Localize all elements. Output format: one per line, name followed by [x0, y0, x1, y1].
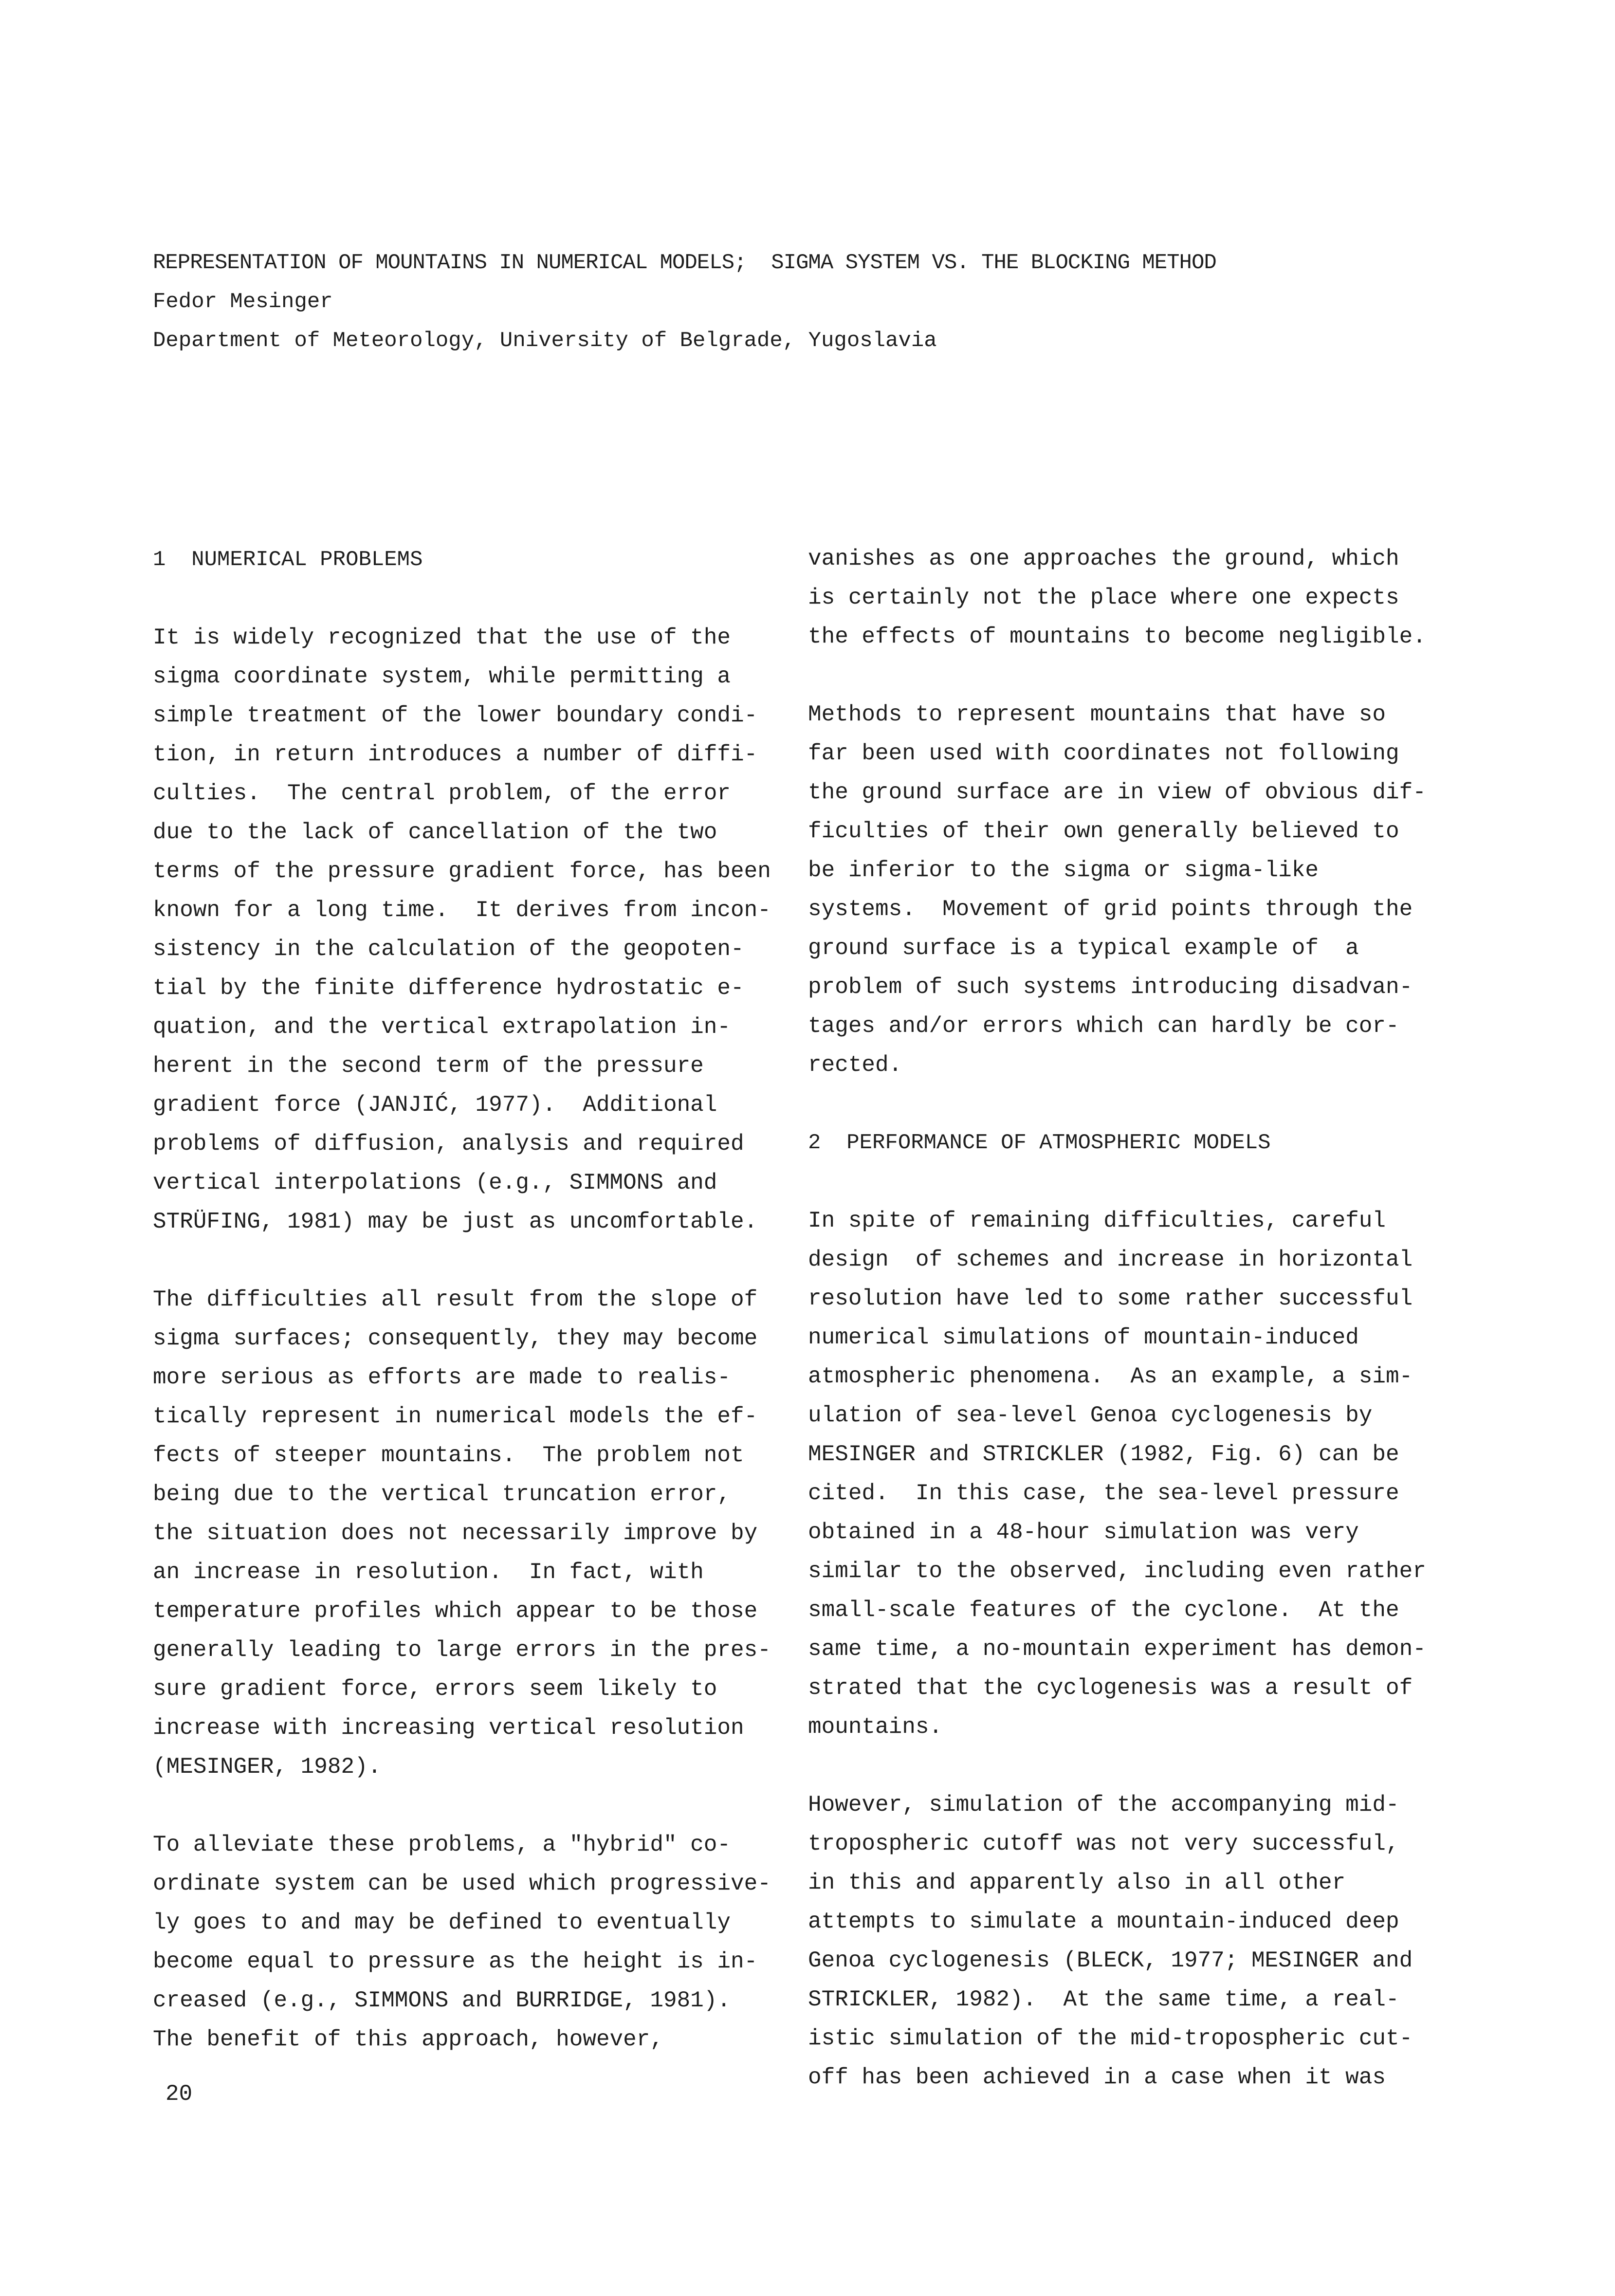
text-line: similar to the observed, including even rather — [808, 1559, 1426, 1584]
text-line: sistency in the calculation of the geopoten- — [153, 937, 744, 962]
text-line: attempts to simulate a mountain-induced deep — [808, 1909, 1399, 1934]
text-line: The difficulties all result from the slope of — [153, 1287, 758, 1312]
text-line: rected. — [808, 1052, 902, 1078]
page-number: 20 — [165, 2081, 193, 2107]
text-line: In spite of remaining difficulties, careful — [808, 1208, 1386, 1233]
text-line: cited. In this case, the sea-level pressure — [808, 1481, 1399, 1506]
paragraph-however — [808, 1785, 1431, 2097]
text-line: resolution have led to some rather successful — [808, 1286, 1413, 1311]
text-line: generally leading to large errors in the pres- — [153, 1637, 771, 1663]
text-line: is certainly not the place where one expects — [808, 585, 1399, 610]
text-line: the effects of mountains to become negligible. — [808, 624, 1426, 649]
text-line: sure gradient force, errors seem likely to — [153, 1676, 717, 1702]
text-line: quation, and the vertical extrapolation in- — [153, 1014, 731, 1040]
text-line: systems. Movement of grid points through the — [808, 897, 1413, 922]
text-line: strated that the cyclogenesis was a result of — [808, 1675, 1413, 1701]
text-line: an increase in resolution. In fact, with — [153, 1560, 704, 1585]
paragraph-hybrid — [153, 1825, 776, 2059]
text-line: The benefit of this approach, however, — [153, 2027, 663, 2052]
text-line: fects of steeper mountains. The problem not — [153, 1443, 744, 1468]
paragraph-intro — [153, 618, 776, 1241]
paragraph-vanishes — [808, 539, 1431, 656]
text-line: due to the lack of cancellation of the two — [153, 820, 717, 845]
author-name: Fedor Mesinger — [153, 290, 333, 314]
text-line: STRÜFING, 1981) may be just as uncomfortable. — [153, 1209, 758, 1234]
text-line: off has been achieved in a case when it was — [808, 2065, 1386, 2090]
paper-header — [153, 243, 1516, 360]
text-line: same time, a no-mountain experiment has demon- — [808, 1636, 1426, 1662]
text-line: Methods to represent mountains that have so — [808, 702, 1386, 727]
text-line: It is widely recognized that the use of the — [153, 625, 731, 650]
text-line: However, simulation of the accompanying mid- — [808, 1792, 1399, 1818]
text-line: ficulties of their own generally believed to — [808, 819, 1399, 844]
text-line: herent in the second term of the pressure — [153, 1053, 704, 1079]
text-line: increase with increasing vertical resolution — [153, 1715, 744, 1741]
paragraph-spite — [808, 1201, 1431, 1746]
text-line: far been used with coordinates not following — [808, 741, 1399, 766]
text-line: tically represent in numerical models the ef- — [153, 1404, 758, 1429]
paper-title: REPRESENTATION OF MOUNTAINS IN NUMERICAL MODELS; SIGMA SYSTEM VS. THE BLOCKING METHOD — [153, 251, 1216, 275]
text-line: more serious as efforts are made to realis- — [153, 1365, 731, 1390]
text-line: become equal to pressure as the height is in- — [153, 1949, 758, 1974]
text-line: ly goes to and may be defined to eventually — [153, 1910, 731, 1935]
text-line: tropospheric cutoff was not very successful, — [808, 1831, 1399, 1856]
text-line: vertical interpolations (e.g., SIMMONS and — [153, 1170, 717, 1195]
text-line: (MESINGER, 1982). — [153, 1754, 382, 1780]
text-line: obtained in a 48-hour simulation was very — [808, 1520, 1359, 1545]
text-line: istic simulation of the mid-tropospheric cut- — [808, 2026, 1413, 2051]
text-line: ground surface is a typical example of a — [808, 936, 1359, 961]
text-line: To alleviate these problems, a "hybrid" co- — [153, 1832, 731, 1857]
text-line: sigma surfaces; consequently, they may become — [153, 1326, 758, 1351]
text-line: be inferior to the sigma or sigma-like — [808, 858, 1319, 883]
text-line: gradient force (JANJIĆ, 1977). Additional — [153, 1092, 717, 1118]
text-line: known for a long time. It derives from incon- — [153, 898, 771, 923]
paragraph-difficulties — [153, 1280, 776, 1786]
paragraph-methods — [808, 695, 1431, 1084]
text-line: problem of such systems introducing disadvan- — [808, 974, 1413, 1000]
left-column — [153, 540, 776, 2059]
text-line: tial by the finite difference hydrostatic e- — [153, 975, 744, 1001]
text-line: problems of diffusion, analysis and required — [153, 1131, 744, 1157]
text-line: design of schemes and increase in horizontal — [808, 1247, 1413, 1272]
text-line: in this and apparently also in all other — [808, 1870, 1346, 1895]
text-line: numerical simulations of mountain-induced — [808, 1325, 1359, 1350]
text-line: Genoa cyclogenesis (BLECK, 1977; MESINGER and — [808, 1948, 1413, 1973]
text-line: small-scale features of the cyclone. At the — [808, 1598, 1399, 1623]
text-line: the situation does not necessarily improve by — [153, 1521, 758, 1546]
text-line: mountains. — [808, 1714, 943, 1740]
text-line: MESINGER and STRICKLER (1982, Fig. 6) can be — [808, 1442, 1399, 1467]
text-line: tion, in return introduces a number of diffi- — [153, 742, 758, 767]
text-line: STRICKLER, 1982). At the same time, a real- — [808, 1987, 1399, 2012]
text-line: temperature profiles which appear to be those — [153, 1598, 758, 1624]
author-affiliation: Department of Meteorology, University of Belgrade, Yugoslavia — [153, 329, 937, 353]
section-heading-performance: 2 PERFORMANCE OF ATMOSPHERIC MODELS — [808, 1131, 1271, 1155]
text-line: simple treatment of the lower boundary condi- — [153, 703, 758, 728]
text-line: the ground surface are in view of obvious dif- — [808, 780, 1426, 805]
section-heading-numerical-problems: 1 NUMERICAL PROBLEMS — [153, 548, 423, 572]
text-line: terms of the pressure gradient force, has been — [153, 859, 771, 884]
text-line: atmospheric phenomena. As an example, a sim- — [808, 1364, 1413, 1389]
text-line: creased (e.g., SIMMONS and BURRIDGE, 1981). — [153, 1988, 731, 2013]
text-line: sigma coordinate system, while permitting a — [153, 664, 731, 689]
text-line: vanishes as one approaches the ground, which — [808, 546, 1399, 571]
text-line: culties. The central problem, of the error — [153, 781, 731, 806]
text-line: being due to the vertical truncation error, — [153, 1482, 731, 1507]
text-line: ulation of sea-level Genoa cyclogenesis by — [808, 1403, 1373, 1428]
text-line: ordinate system can be used which progressive- — [153, 1871, 771, 1896]
text-line: tages and/or errors which can hardly be cor- — [808, 1013, 1399, 1039]
right-column — [808, 539, 1431, 2097]
